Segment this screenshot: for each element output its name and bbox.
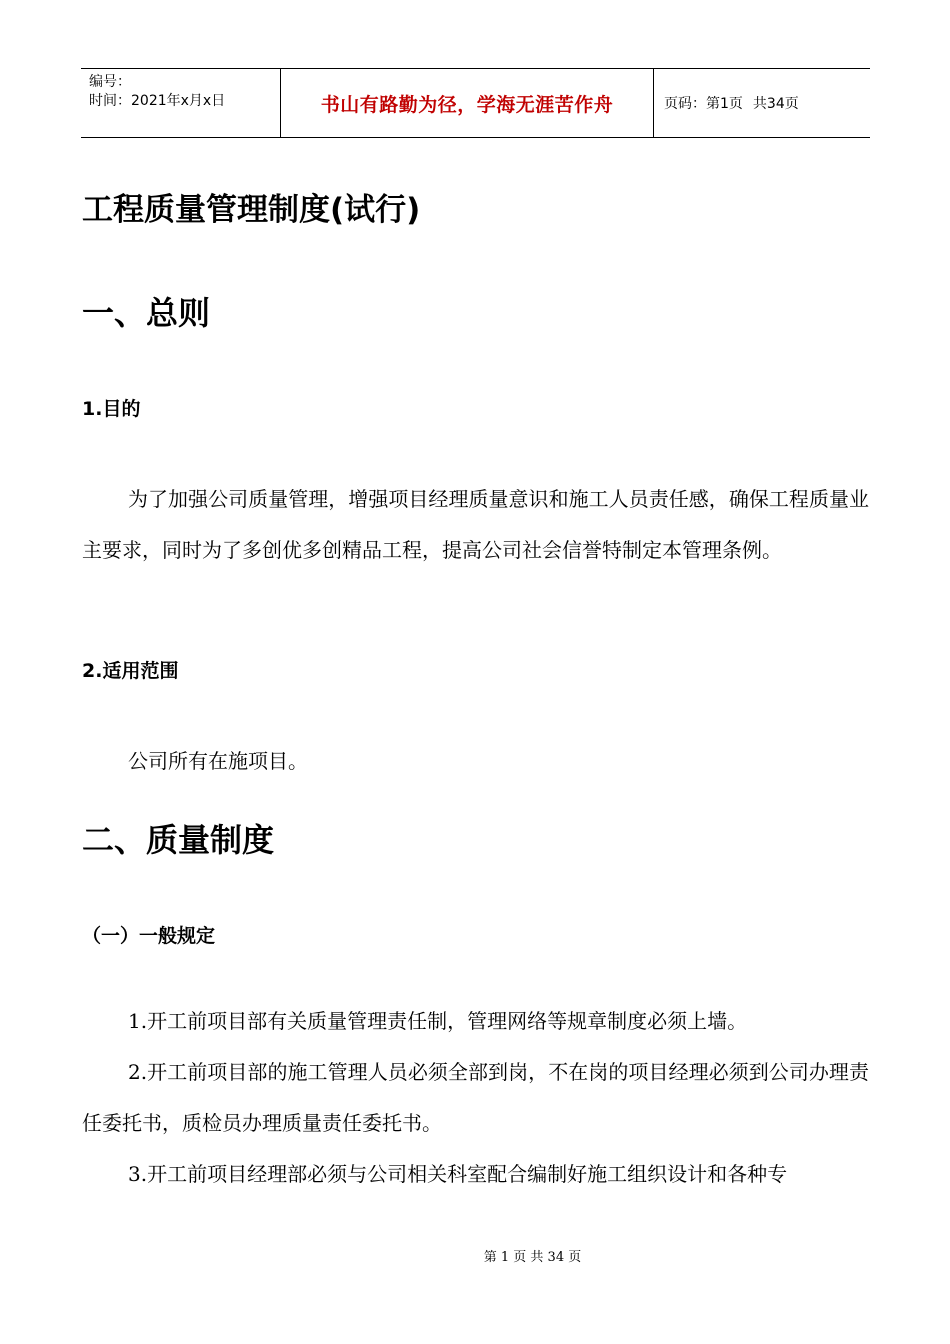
header-table bbox=[81, 68, 870, 138]
document-time-label: 时间：2021年x月x日 bbox=[89, 93, 226, 109]
purpose-paragraph: 为了加强公司质量管理，增强项目经理质量意识和施工人员责任感，确保工程质量业主要求，同时为了多创优多创精品工程，提高公司社会信誉特制定本管理条例。 bbox=[82, 487, 869, 562]
document-title: 工程质量管理制度(试行) bbox=[82, 192, 421, 228]
list-item: 2.开工前项目部的施工管理人员必须全部到岗，不在岗的项目经理必须到公司办理责任委托书，质检员办理质量责任委托书。 bbox=[82, 1060, 869, 1135]
document-number-label: 编号： bbox=[89, 74, 131, 90]
list-item: 3.开工前项目经理部必须与公司相关科室配合编制好施工组织设计和各种专 bbox=[128, 1162, 788, 1186]
list-item: 1.开工前项目部有关质量管理责任制，管理网络等规章制度必须上墙。 bbox=[128, 1009, 748, 1033]
section-heading-general: 一、总则 bbox=[82, 294, 211, 332]
header-motto: 书山有路勤为径，学海无涯苦作舟 bbox=[281, 69, 654, 137]
header-page-number: 页码：第1页 bbox=[664, 96, 743, 112]
subheading-general-rules: （一）一般规定 bbox=[82, 925, 216, 947]
section-heading-quality: 二、质量制度 bbox=[82, 821, 275, 859]
header-page-total: 共34页 bbox=[752, 96, 799, 112]
header-page-info bbox=[654, 69, 870, 137]
page-footer: 第 1 页 共 34 页 bbox=[483, 1250, 582, 1265]
scope-paragraph: 公司所有在施项目。 bbox=[128, 749, 308, 773]
heading-scope: 2.适用范围 bbox=[82, 660, 179, 682]
heading-purpose: 1.目的 bbox=[82, 398, 141, 420]
header-meta bbox=[81, 69, 281, 137]
